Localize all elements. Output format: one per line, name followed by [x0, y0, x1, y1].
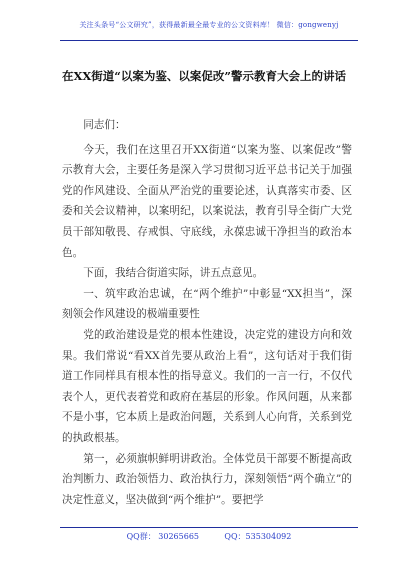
- document-body: [62, 115, 352, 510]
- paragraph: 党的政治建设是党的根本性建设，决定党的建设方向和效果。我们常说“看XX首先要从政治上看”，这句话对于我们街道工作同样具有根本性的指导意义。我们的一言一行，不仅代表个人，更代表着党和政府在基层的形象。作风问题，从来都不是小事，它本质上是政治问题，关系到人心向背，关系到党的执政根基。: [62, 328, 352, 444]
- paragraph: 今天，我们在这里召开XX街道“以案为鉴、以案促改”警示教育大会，主要任务是深入学习贯彻习近平总书记关于加强党的作风建设、全面从严治党的重要论述，认真落实市委、区委和关会议精神，以案明纪，以案说法，教育引导全街广大党员干部知敬畏、存戒惧、守底线，永葆忠诚干净担当的政治本色。: [62, 143, 352, 259]
- paragraph: 下面，我结合街道实际，讲五点意见。: [83, 267, 264, 280]
- document-title: 在XX街道“以案为鉴、以案促改”警示教育大会上的讲话: [61, 69, 347, 83]
- header-divider: [60, 40, 358, 41]
- header-banner: 关注头条号“公文研究”，获得最新最全最专业的公文资料库！ 微信：gongwenyj: [79, 21, 339, 29]
- paragraph: 第一，必须旗帜鲜明讲政治。全体党员干部要不断提高政治判断力、政治领悟力、政治执行力，深刻领悟“两个确立”的决定性意义，坚决做到“两个维护”。要把学: [62, 452, 352, 506]
- footer-divider: [60, 527, 358, 528]
- section-heading: 一、筑牢政治忠诚，在“两个维护”中彰显“XX担当”，深刻领会作风建设的极端重要性: [62, 287, 352, 321]
- salutation: 同志们：: [83, 119, 126, 131]
- footer-contact: QQ群： 30265665 QQ：535304092: [126, 532, 292, 541]
